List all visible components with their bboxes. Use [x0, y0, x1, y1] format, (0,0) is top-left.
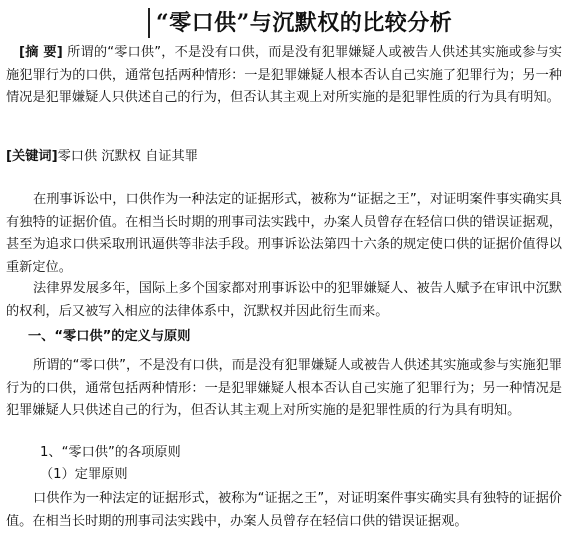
abstract-text: 所谓的“零口供”，不是没有口供，而是没有犯罪嫌疑人或被告人供述其实施或参与实施犯罪行为的口供，通常包括两种情形：一是犯罪嫌疑人根本否认自己实施了犯罪行为；另一种情况是犯罪嫌疑人只供述自己的行为，但否认其主观上对所实施的是犯罪性质的行为具有明知。	[6, 45, 562, 105]
sub-subsection-heading: （1）定罪原则	[40, 467, 128, 482]
keywords-label: [关键词]	[6, 149, 58, 164]
subsection-heading: 1、“零口供”的各项原则	[40, 445, 181, 460]
body-paragraph-4: 口供作为一种法定的证据形式，被称为“证据之王”，对证明案件事实确实具有独特的证据价值。在相当长时期的刑事司法实践中，办案人员曾存在轻信口供的错误证据观。	[6, 491, 562, 529]
abstract-paragraph	[6, 42, 562, 110]
abstract-label: [摘 要]	[19, 45, 63, 60]
title-block	[148, 6, 568, 40]
body-paragraph-1: 在刑事诉讼中，口供作为一种法定的证据形式，被称为“证据之王”，对证明案件事实确实具有独特的证据价值。在相当长时期的刑事司法实践中，办案人员曾存在轻信口供的错误证据观，甚至为追求口供采取刑讯逼供等非法手段。刑事诉讼法第四十六条的规定使口供的证据价值得以重新定位。	[6, 192, 562, 275]
keywords-line	[6, 146, 562, 169]
section-heading: 一、“零口供”的定义与原则	[28, 329, 191, 344]
document-title: “零口供”与沉默权的比较分析	[156, 10, 453, 36]
title-marker-bar	[148, 8, 150, 38]
body-paragraph-2: 法律界发展多年，国际上多个国家都对刑事诉讼中的犯罪嫌疑人、被告人赋予在审讯中沉默的权利，后又被写入相应的法律体系中，沉默权并因此衍生而来。	[6, 281, 562, 319]
keywords-text: 零口供 沉默权 自证其罪	[57, 149, 198, 164]
body-paragraph-3: 所谓的“零口供”，不是没有口供，而是没有犯罪嫌疑人或被告人供述其实施或参与实施犯罪行为的口供，通常包括两种情形：一是犯罪嫌疑人根本否认自己实施了犯罪行为；另一种情况是犯罪嫌疑人只供述自己的行为，但否认其主观上对所实施的是犯罪性质的行为具有明知。	[6, 358, 562, 418]
